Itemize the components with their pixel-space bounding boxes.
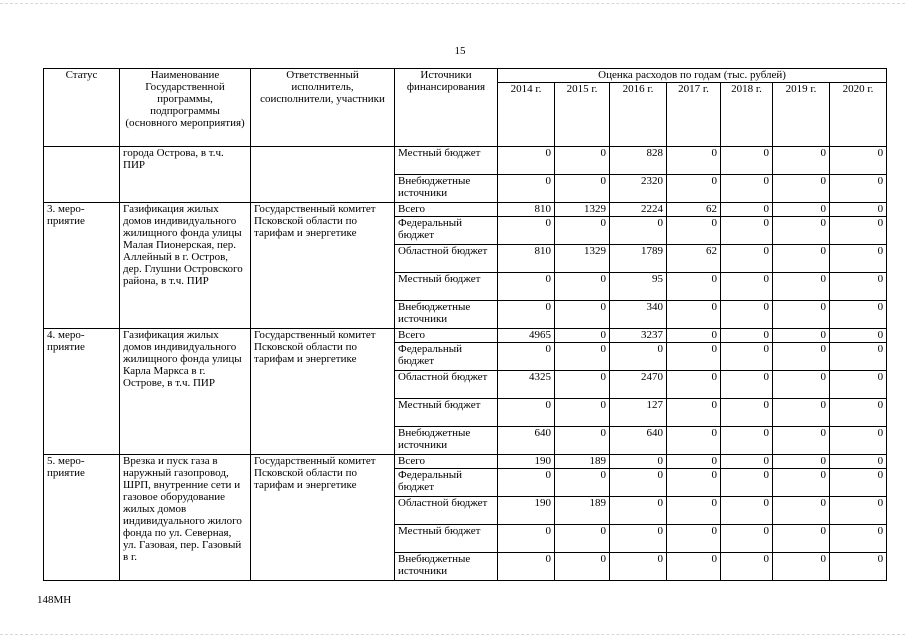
- name-cell: Газификация жилых домов индивидуального жилищного фонда улицы Карла Маркса в г. Острове, в т.ч. ПИР: [120, 329, 251, 455]
- responsible-cell: Государственный комитет Псковской области по тарифам и энергетике: [251, 455, 395, 581]
- value-cell: 0: [667, 497, 721, 525]
- value-cell: 0: [721, 203, 773, 217]
- value-cell: 0: [830, 455, 887, 469]
- header-responsible: Ответственный исполнитель, соисполнители, участники: [251, 69, 395, 147]
- value-cell: 1329: [555, 245, 610, 273]
- value-cell: 0: [667, 399, 721, 427]
- value-cell: 0: [555, 371, 610, 399]
- value-cell: 0: [555, 217, 610, 245]
- value-cell: 0: [667, 553, 721, 581]
- value-cell: 0: [773, 469, 830, 497]
- scan-top-edge: [0, 3, 905, 4]
- value-cell: 0: [721, 301, 773, 329]
- value-cell: 0: [830, 329, 887, 343]
- value-cell: 0: [773, 553, 830, 581]
- header-year: 2017 г.: [667, 83, 721, 147]
- value-cell: 0: [830, 203, 887, 217]
- value-cell: 0: [498, 469, 555, 497]
- value-cell: 189: [555, 455, 610, 469]
- value-cell: 0: [555, 469, 610, 497]
- source-cell: Областной бюджет: [395, 497, 498, 525]
- value-cell: 0: [667, 427, 721, 455]
- value-cell: 0: [773, 525, 830, 553]
- header-year: 2014 г.: [498, 83, 555, 147]
- value-cell: 62: [667, 245, 721, 273]
- table-row: [44, 329, 887, 343]
- value-cell: 0: [667, 469, 721, 497]
- value-cell: 0: [667, 343, 721, 371]
- value-cell: 127: [610, 399, 667, 427]
- value-cell: 0: [721, 455, 773, 469]
- value-cell: 0: [773, 427, 830, 455]
- value-cell: 640: [610, 427, 667, 455]
- responsible-cell: [251, 147, 395, 203]
- page-number: 15: [454, 45, 466, 57]
- source-cell: Федеральный бюджет: [395, 217, 498, 245]
- value-cell: 0: [721, 273, 773, 301]
- value-cell: 0: [830, 469, 887, 497]
- value-cell: 0: [498, 301, 555, 329]
- value-cell: 0: [830, 217, 887, 245]
- source-cell: Местный бюджет: [395, 147, 498, 175]
- value-cell: 190: [498, 455, 555, 469]
- value-cell: 0: [721, 329, 773, 343]
- value-cell: 0: [498, 553, 555, 581]
- scan-bottom-edge: [0, 634, 905, 635]
- value-cell: 0: [830, 301, 887, 329]
- value-cell: 0: [555, 301, 610, 329]
- value-cell: 0: [498, 273, 555, 301]
- value-cell: 0: [555, 147, 610, 175]
- header-status: Статус: [44, 69, 120, 147]
- value-cell: 2224: [610, 203, 667, 217]
- value-cell: 0: [773, 147, 830, 175]
- value-cell: 0: [721, 469, 773, 497]
- source-cell: Внебюджетные источники: [395, 301, 498, 329]
- value-cell: 0: [667, 371, 721, 399]
- responsible-cell: Государственный комитет Псковской области по тарифам и энергетике: [251, 203, 395, 329]
- value-cell: 0: [721, 497, 773, 525]
- value-cell: 0: [498, 217, 555, 245]
- value-cell: 0: [555, 343, 610, 371]
- header-sources: Источники финансирования: [395, 69, 498, 147]
- value-cell: 0: [830, 147, 887, 175]
- value-cell: 0: [773, 273, 830, 301]
- value-cell: 2470: [610, 371, 667, 399]
- value-cell: 0: [610, 497, 667, 525]
- value-cell: 0: [830, 525, 887, 553]
- value-cell: 0: [610, 469, 667, 497]
- value-cell: 0: [773, 203, 830, 217]
- value-cell: 0: [830, 497, 887, 525]
- value-cell: 0: [830, 175, 887, 203]
- header-year: 2016 г.: [610, 83, 667, 147]
- value-cell: 0: [773, 371, 830, 399]
- value-cell: 0: [773, 245, 830, 273]
- value-cell: 0: [498, 525, 555, 553]
- value-cell: 0: [555, 399, 610, 427]
- source-cell: Местный бюджет: [395, 399, 498, 427]
- value-cell: 0: [667, 301, 721, 329]
- value-cell: 0: [773, 455, 830, 469]
- source-cell: Внебюджетные источники: [395, 175, 498, 203]
- value-cell: 0: [667, 273, 721, 301]
- value-cell: 4965: [498, 329, 555, 343]
- value-cell: 0: [667, 525, 721, 553]
- source-cell: Местный бюджет: [395, 525, 498, 553]
- value-cell: 810: [498, 203, 555, 217]
- value-cell: 4325: [498, 371, 555, 399]
- value-cell: 0: [610, 525, 667, 553]
- source-cell: Всего: [395, 329, 498, 343]
- source-cell: Внебюджетные источники: [395, 553, 498, 581]
- value-cell: 0: [830, 553, 887, 581]
- value-cell: 0: [610, 455, 667, 469]
- value-cell: 0: [667, 455, 721, 469]
- value-cell: 0: [830, 245, 887, 273]
- value-cell: 0: [773, 301, 830, 329]
- responsible-cell: Государственный комитет Псковской области по тарифам и энергетике: [251, 329, 395, 455]
- source-cell: Областной бюджет: [395, 245, 498, 273]
- value-cell: 0: [555, 427, 610, 455]
- header-name: Наименование Государственной программы, подпрограммы (основного мероприятия): [120, 69, 251, 147]
- value-cell: 0: [830, 399, 887, 427]
- value-cell: 0: [555, 175, 610, 203]
- name-cell: Газификация жилых домов индивидуального жилищного фонда улицы Малая Пионерская, пер. Аллейный в г. Остров, дер. Глушни Островского района, в т.ч. ПИР: [120, 203, 251, 329]
- value-cell: 0: [773, 329, 830, 343]
- status-cell: 4. меро-приятие: [44, 329, 120, 455]
- header-year: 2018 г.: [721, 83, 773, 147]
- header-estimate: Оценка расходов по годам (тыс. рублей): [498, 69, 887, 83]
- value-cell: 0: [773, 175, 830, 203]
- document-code: 148МН: [37, 594, 72, 606]
- value-cell: 810: [498, 245, 555, 273]
- value-cell: 0: [830, 273, 887, 301]
- header-year: 2019 г.: [773, 83, 830, 147]
- value-cell: 0: [555, 329, 610, 343]
- value-cell: 640: [498, 427, 555, 455]
- value-cell: 62: [667, 203, 721, 217]
- status-cell: 5. меро-приятие: [44, 455, 120, 581]
- source-cell: Местный бюджет: [395, 273, 498, 301]
- value-cell: 189: [555, 497, 610, 525]
- value-cell: 0: [721, 245, 773, 273]
- value-cell: 0: [773, 217, 830, 245]
- value-cell: 0: [773, 343, 830, 371]
- value-cell: 1329: [555, 203, 610, 217]
- header-year: 2015 г.: [555, 83, 610, 147]
- value-cell: 0: [721, 371, 773, 399]
- value-cell: 0: [498, 147, 555, 175]
- value-cell: 0: [721, 553, 773, 581]
- source-cell: Областной бюджет: [395, 371, 498, 399]
- value-cell: 190: [498, 497, 555, 525]
- value-cell: 0: [498, 399, 555, 427]
- value-cell: 0: [555, 273, 610, 301]
- name-cell: Врезка и пуск газа в наружный газопровод, ШРП, внутренние сети и газовое оборудование жилых домов индивидуального жилого фонда по ул. Северная, ул. Газовая, пер. Газовый в г.: [120, 455, 251, 581]
- value-cell: 0: [830, 427, 887, 455]
- value-cell: 828: [610, 147, 667, 175]
- status-cell: 3. меро-приятие: [44, 203, 120, 329]
- value-cell: 340: [610, 301, 667, 329]
- value-cell: 0: [773, 399, 830, 427]
- value-cell: 0: [555, 525, 610, 553]
- value-cell: 0: [667, 217, 721, 245]
- value-cell: 0: [721, 175, 773, 203]
- status-cell: [44, 147, 120, 203]
- value-cell: 0: [610, 553, 667, 581]
- value-cell: 0: [721, 147, 773, 175]
- value-cell: 0: [667, 329, 721, 343]
- value-cell: 0: [498, 175, 555, 203]
- table-row: [44, 455, 887, 469]
- value-cell: 0: [721, 525, 773, 553]
- source-cell: Всего: [395, 455, 498, 469]
- source-cell: Федеральный бюджет: [395, 469, 498, 497]
- value-cell: 0: [555, 553, 610, 581]
- value-cell: 0: [498, 343, 555, 371]
- value-cell: 0: [667, 147, 721, 175]
- header-year: 2020 г.: [830, 83, 887, 147]
- value-cell: 95: [610, 273, 667, 301]
- value-cell: 0: [721, 399, 773, 427]
- budget-table: [43, 68, 887, 581]
- value-cell: 0: [721, 343, 773, 371]
- source-cell: Федеральный бюджет: [395, 343, 498, 371]
- value-cell: 0: [773, 497, 830, 525]
- value-cell: 0: [830, 343, 887, 371]
- value-cell: 2320: [610, 175, 667, 203]
- name-cell: города Острова, в т.ч. ПИР: [120, 147, 251, 203]
- value-cell: 0: [721, 427, 773, 455]
- value-cell: 0: [667, 175, 721, 203]
- value-cell: 0: [610, 343, 667, 371]
- value-cell: 0: [830, 371, 887, 399]
- value-cell: 3237: [610, 329, 667, 343]
- table-row: [44, 203, 887, 217]
- value-cell: 1789: [610, 245, 667, 273]
- value-cell: 0: [721, 217, 773, 245]
- value-cell: 0: [610, 217, 667, 245]
- source-cell: Всего: [395, 203, 498, 217]
- table-row: [44, 147, 887, 175]
- source-cell: Внебюджетные источники: [395, 427, 498, 455]
